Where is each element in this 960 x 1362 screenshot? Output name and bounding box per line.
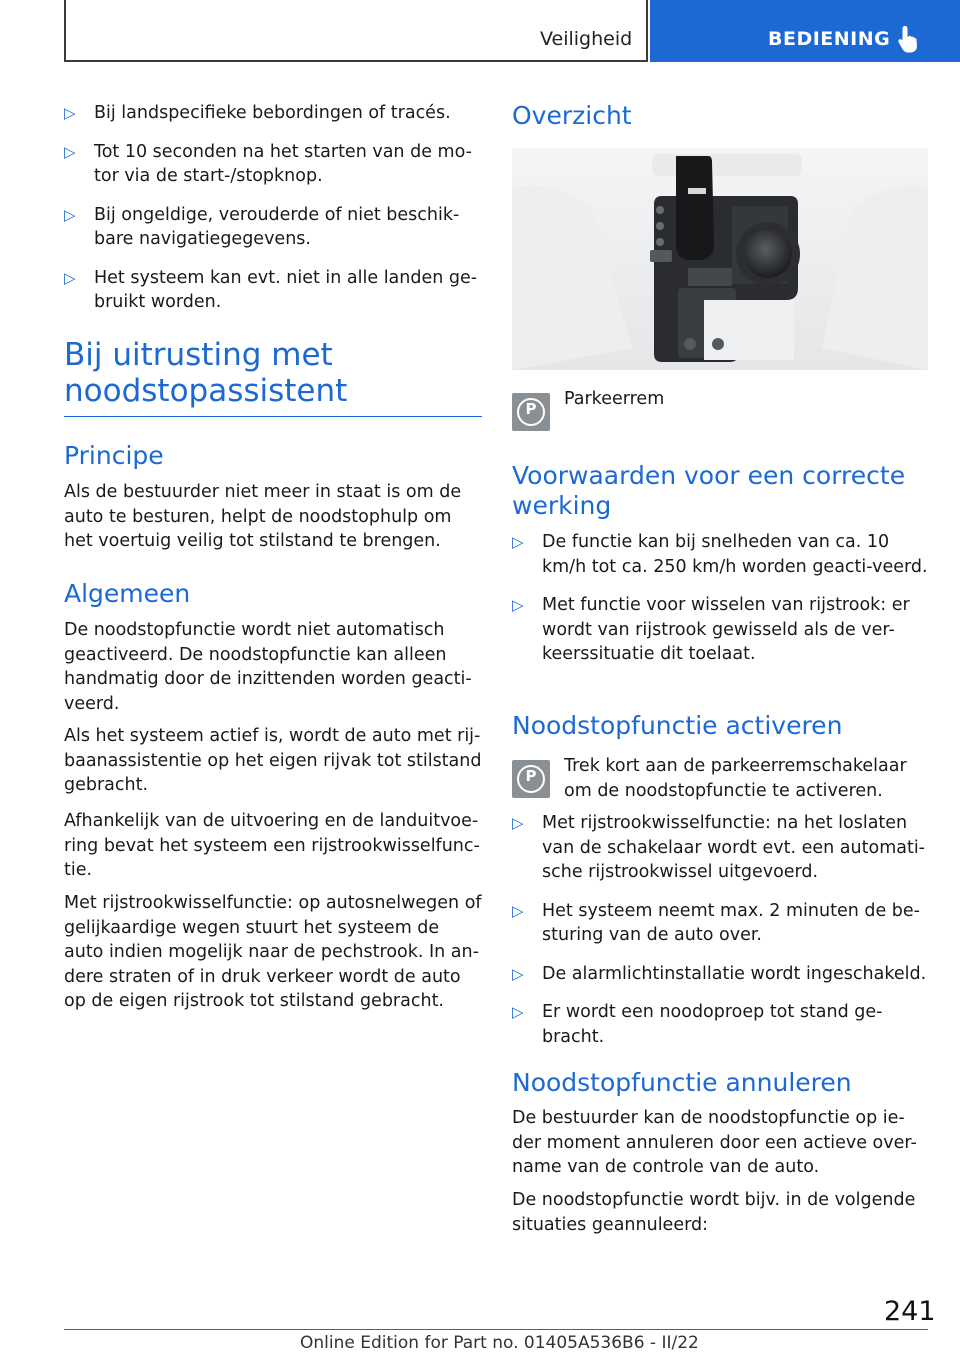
footer-divider [64,1329,928,1330]
algemeen-paragraph-1: De noodstopfunctie wordt niet automatisch geactiveerd. De noodstopfunctie kan alleen handmatig door de inzittenden worden geacti-veerd. [64,620,472,714]
header-section-title: Veiligheid [540,28,633,50]
list-item: ▷ Met functie voor wisselen van rijstrook: er wordt van rijstrook gewisseld als de ver-keerssituatie dit toelaat. [512,595,910,664]
bullet-list-voorwaarden [512,530,928,667]
principe-heading: Principe [64,441,164,470]
activeren-text: Trek kort aan de parkeerremschakelaar om de noodstopfunctie te activeren. [564,756,907,801]
hand-pointer-icon [896,24,922,54]
triangle-bullet-icon: ▷ [64,104,76,122]
triangle-bullet-icon: ▷ [512,964,524,983]
algemeen-paragraph-4: Met rijstrookwisselfunctie: op autosnelwegen of gelijkaardige wegen stuurt het systeem de auto indien mogelijk naar de pechstrook. In an-dere straten of in druk verkeer wordt de auto op de eigen rijstrook tot stilstand gebracht. [64,893,482,1011]
activeren-heading: Noodstopfunctie activeren [512,711,843,740]
list-item: ▷ Er wordt een noodoproep tot stand ge-bracht. [512,1002,883,1047]
triangle-bullet-icon: ▷ [64,142,76,161]
list-item: ▷ Het systeem kan evt. niet in alle landen ge-bruikt worden. [64,267,478,312]
algemeen-paragraph-3: Afhankelijk van de uitvoering en de landuitvoe-ring bevat het systeem een rijstrookwisselfunc-tie. [64,811,480,880]
algemeen-paragraph-2: Als het systeem actief is, wordt de auto met rij-baanassistentie op het eigen rijvak tot stilstand gebracht. [64,726,482,795]
annuleren-heading: Noodstopfunctie annuleren [512,1068,852,1097]
principe-text: Als de bestuurder niet meer in staat is om de auto te besturen, helpt de noodstophulp om het voertuig veilig tot stilstand te brengen. [64,482,462,551]
center-console-illustration [512,148,928,370]
list-item: ▷ De alarmlichtinstallatie wordt ingeschakeld. [512,962,928,987]
parkeerrem-label: Parkeerrem [564,389,665,409]
footer-edition: Online Edition for Part no. 01405A536B6 - II/22 [300,1333,699,1353]
page-number: 241 [884,1296,936,1327]
triangle-bullet-icon: ▷ [512,814,524,832]
list-item: ▷ Tot 10 seconden na het starten van de mo-tor via de start-/stopknop. [64,141,472,186]
voorwaarden-heading: Voorwaarden voor een correcte werking [512,461,906,520]
annuleren-paragraph-1: De bestuurder kan de noodstopfunctie op ie-der moment annuleren door een actieve over-name van de controle van de auto. [512,1108,917,1177]
annuleren-paragraph-2: De noodstopfunctie wordt bijv. in de volgende situaties geannuleerd: [512,1190,916,1235]
header-chapter-label: BEDIENING [768,28,891,50]
parking-brake-icon: P [512,393,550,431]
triangle-bullet-icon: ▷ [512,596,524,614]
chapter-title-line2: noodstopassistent [64,373,348,409]
bullet-list-conditions [64,101,484,315]
bullet-list-activeren [512,811,928,1049]
list-item: ▷ Bij landspecifieke bebordingen of tracés. [64,101,484,126]
center-console-photo [512,148,928,370]
chapter-title-line1: Bij uitrusting met [64,337,333,373]
list-item: ▷ Met rijstrookwisselfunctie: na het loslaten van de schakelaar wordt evt. een automati-sche rijstrookwissel uitgevoerd. [512,813,926,882]
overzicht-heading: Overzicht [512,101,632,130]
triangle-bullet-icon: ▷ [512,1003,524,1021]
chapter-divider [64,416,482,417]
triangle-bullet-icon: ▷ [64,205,76,224]
triangle-bullet-icon: ▷ [512,901,524,920]
list-item: ▷ De functie kan bij snelheden van ca. 10 km/h tot ca. 250 km/h worden geacti-veerd. [512,532,928,577]
parking-brake-icon: P [512,760,550,798]
list-item: ▷ Het systeem neemt max. 2 minuten de be-sturing van de auto over. [512,900,920,945]
algemeen-heading: Algemeen [64,579,191,608]
triangle-bullet-icon: ▷ [512,533,524,551]
header-chapter-tab[interactable] [650,0,960,62]
triangle-bullet-icon: ▷ [64,268,76,287]
list-item: ▷ Bij ongeldige, verouderde of niet beschik-bare navigatiegegevens. [64,204,460,249]
chapter-title [64,337,484,409]
